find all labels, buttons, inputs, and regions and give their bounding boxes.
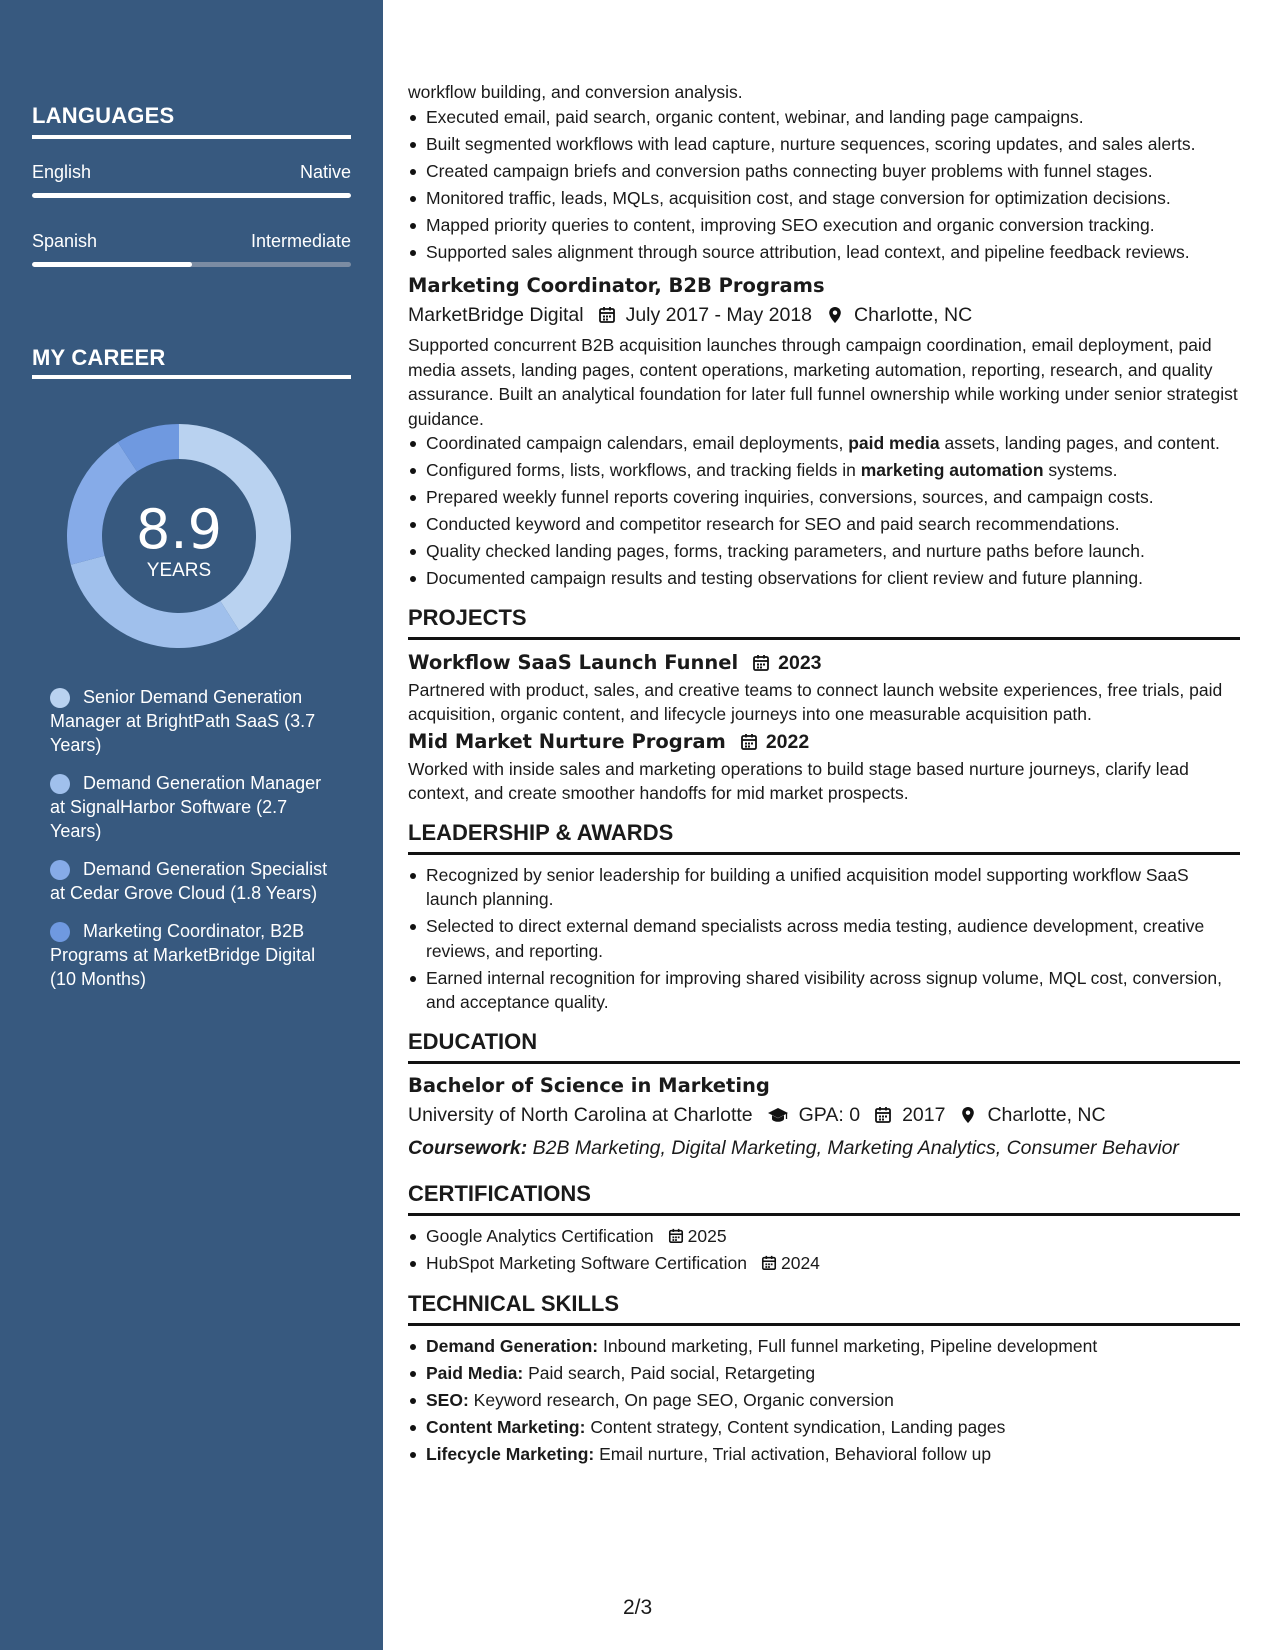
project-description: Worked with inside sales and marketing operations to build stage based nurture journeys, clarify lead context, and create smoother handoffs for mid market prospects. <box>408 758 1189 803</box>
bullet: Quality checked landing pages, forms, tracking parameters, and nurture paths before launch. <box>408 539 1240 564</box>
career-item: Demand Generation Specialist at Cedar Grove Cloud (1.8 Years) <box>50 859 328 903</box>
career-item: Senior Demand Generation Manager at BrightPath SaaS (3.7 Years) <box>50 687 316 755</box>
bullet: Earned internal recognition for improving shared visibility across signup volume, MQL cost, conversion, and acceptance quality. <box>408 966 1240 1015</box>
bullet: Recognized by senior leadership for building a unified acquisition model supporting workflow SaaS launch planning. <box>408 863 1240 912</box>
skills-list <box>408 1334 1240 1467</box>
calendar-icon <box>752 654 770 672</box>
career-item: Marketing Coordinator, B2B Programs at MarketBridge Digital (10 Months) <box>50 921 316 989</box>
language-level: Intermediate <box>250 231 351 251</box>
project-title: Mid Market Nurture Program 2022 <box>408 727 1240 757</box>
bullet: Monitored traffic, leads, MQLs, acquisition cost, and stage conversion for optimization decisions. <box>408 186 1240 211</box>
bullet: Mapped priority queries to content, improving SEO execution and organic conversion tracking. <box>408 213 1240 238</box>
bullet: Created campaign briefs and conversion paths connecting buyer problems with funnel stages. <box>408 159 1240 184</box>
career-dot <box>50 922 70 942</box>
language-bar-fill <box>32 262 192 267</box>
language-bar-fill <box>32 193 351 198</box>
skill-item: Demand Generation: Inbound marketing, Full funnel marketing, Pipeline development <box>408 1334 1240 1359</box>
calendar-icon <box>740 733 758 751</box>
sidebar <box>0 0 383 1650</box>
project-year: 2023 <box>778 651 822 674</box>
bullet: Selected to direct external demand specialists across media testing, audience development, creative reviews, and reporting. <box>408 914 1240 963</box>
calendar-icon <box>668 1228 684 1244</box>
projects-heading: PROJECTS <box>408 603 1240 640</box>
bullet: Coordinated campaign calendars, email deployments, paid media assets, landing pages, and content. <box>408 431 1240 456</box>
project-year: 2022 <box>765 730 810 753</box>
language-bar-english <box>32 193 351 198</box>
language-name: Spanish <box>32 231 98 251</box>
certification-item: Google Analytics Certification 2025 <box>408 1224 1240 1249</box>
gpa: GPA: 0 <box>798 1103 861 1126</box>
languages-heading: LANGUAGES <box>32 103 175 128</box>
calendar-icon <box>874 1106 892 1124</box>
bullet: Executed email, paid search, organic content, webinar, and landing page campaigns. <box>408 105 1240 130</box>
education-location: Charlotte, NC <box>987 1103 1106 1126</box>
main-content <box>408 80 1240 1469</box>
coursework: Coursework: B2B Marketing, Digital Marketing, Marketing Analytics, Consumer Behavior <box>408 1136 1179 1159</box>
skill-item: Content Marketing: Content strategy, Content syndication, Landing pages <box>408 1415 1240 1440</box>
location-pin-icon <box>959 1106 977 1124</box>
career-donut-chart <box>66 423 292 649</box>
certifications-heading: CERTIFICATIONS <box>408 1179 1240 1216</box>
career-item: Demand Generation Manager at SignalHarbor Software (2.7 Years) <box>50 773 322 841</box>
leadership-bullets <box>408 863 1240 1015</box>
job-summary: Supported concurrent B2B acquisition launches through campaign coordination, email deployment, paid media assets, landing pages, content operations, marketing automation, reporting, research, and quality assurance. Built an analytical foundation for later full funnel ownership while working under senior strategist guidance. <box>408 335 1238 429</box>
bullet: Documented campaign results and testing observations for client review and future planning. <box>408 566 1240 591</box>
project-description: Partnered with product, sales, and creative teams to connect launch website experiences, free trials, paid acquisition, organic content, and lifecycle journeys into one measurable acquisition path. <box>408 679 1223 724</box>
career-list <box>50 685 340 1005</box>
language-row-spanish <box>32 231 351 252</box>
leadership-heading: LEADERSHIP & AWARDS <box>408 818 1240 855</box>
languages-rule <box>32 135 351 139</box>
career-dot <box>50 688 70 708</box>
skills-heading: TECHNICAL SKILLS <box>408 1289 1240 1326</box>
bullet: Prepared weekly funnel reports covering inquiries, conversions, sources, and campaign costs. <box>408 485 1240 510</box>
job-title: Marketing Coordinator, B2B Programs <box>408 274 825 297</box>
language-name: English <box>32 162 92 182</box>
education-heading: EDUCATION <box>408 1027 1240 1064</box>
donut-segment-2 <box>67 442 137 565</box>
education-meta <box>408 1100 1240 1130</box>
graduation-year: 2017 <box>902 1103 946 1126</box>
bullet: Supported sales alignment through source attribution, lead context, and pipeline feedback reviews. <box>408 240 1240 265</box>
bullet: Conducted keyword and competitor research for SEO and paid search recommendations. <box>408 512 1240 537</box>
calendar-icon <box>761 1255 777 1271</box>
career-total: 8.9 <box>136 498 222 561</box>
page-number: 2/3 <box>623 1596 653 1619</box>
language-row-english <box>32 162 351 183</box>
career-heading: MY CAREER <box>32 345 166 370</box>
bullet: Configured forms, lists, workflows, and tracking fields in marketing automation systems. <box>408 458 1240 483</box>
continued-text: workflow building, and conversion analysis. <box>408 82 743 102</box>
job-bullets <box>408 431 1240 591</box>
location-pin-icon <box>826 306 844 324</box>
bullet: Built segmented workflows with lead capture, nurture sequences, scoring updates, and sales alerts. <box>408 132 1240 157</box>
project-title: Workflow SaaS Launch Funnel 2023 <box>408 648 1240 678</box>
school: University of North Carolina at Charlotte <box>408 1103 753 1126</box>
career-unit: YEARS <box>146 560 212 581</box>
job-company: MarketBridge Digital <box>408 304 584 326</box>
degree: Bachelor of Science in Marketing <box>408 1073 770 1097</box>
skill-item: Paid Media: Paid search, Paid social, Retargeting <box>408 1361 1240 1386</box>
skill-item: Lifecycle Marketing: Email nurture, Trial activation, Behavioral follow up <box>408 1442 1240 1467</box>
certifications-list <box>408 1224 1240 1276</box>
job-location: Charlotte, NC <box>854 304 973 326</box>
skill-item: SEO: Keyword research, On page SEO, Organic conversion <box>408 1388 1240 1413</box>
language-level: Native <box>299 162 351 182</box>
certification-item: HubSpot Marketing Software Certification 2024 <box>408 1251 1240 1276</box>
continued-bullets <box>408 105 1240 265</box>
language-bar-spanish <box>32 262 351 267</box>
career-rule <box>32 375 351 379</box>
career-dot <box>50 860 70 880</box>
job-meta <box>408 300 1240 330</box>
career-dot <box>50 774 70 794</box>
job-dates: July 2017 - May 2018 <box>625 304 813 326</box>
graduation-cap-icon <box>767 1106 789 1124</box>
calendar-icon <box>598 306 616 324</box>
